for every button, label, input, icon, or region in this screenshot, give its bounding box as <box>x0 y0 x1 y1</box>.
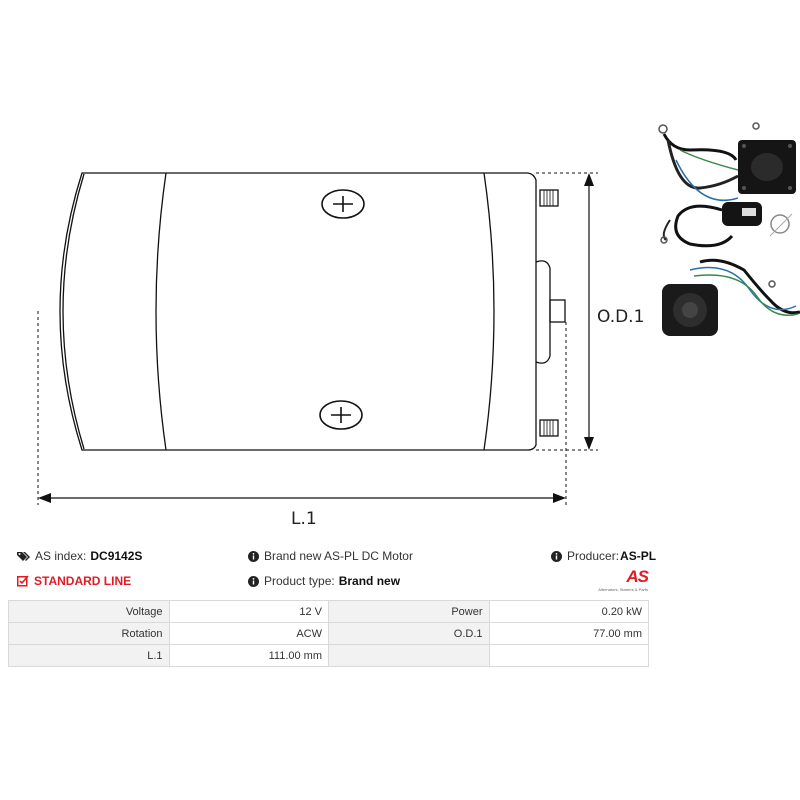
producer-label: Producer: <box>567 549 620 563</box>
od-dimension-arrow <box>584 173 594 450</box>
spec-value: 111.00 mm <box>169 645 328 667</box>
brand-tagline: Alternators, Starters & Parts <box>598 587 648 592</box>
spec-value: ACW <box>169 623 328 645</box>
product-photo-top <box>659 123 796 200</box>
product-type-label: Product type: <box>264 574 335 588</box>
spec-label: Power <box>329 601 489 623</box>
spec-label <box>329 645 489 667</box>
spec-table <box>8 600 649 667</box>
description-text: Brand new AS-PL DC Motor <box>264 549 413 563</box>
spec-label: Voltage <box>9 601 170 623</box>
producer <box>551 549 656 563</box>
brand-mark: AS <box>626 567 648 586</box>
length-label: L.1 <box>291 509 317 529</box>
spec-value: 77.00 mm <box>489 623 649 645</box>
brand-logo <box>588 567 648 592</box>
od-label: O.D.1 <box>597 307 645 327</box>
product-photo-bottom <box>662 260 800 336</box>
as-index-value: DC9142S <box>90 549 143 563</box>
spec-value: 0.20 kW <box>489 601 649 623</box>
standard-line-label: STANDARD LINE <box>34 574 132 588</box>
spec-value <box>489 645 649 667</box>
table-row <box>9 601 649 623</box>
length-dimension-arrow <box>38 493 566 503</box>
product-type-value: Brand new <box>338 574 401 588</box>
spec-value: 12 V <box>169 601 328 623</box>
as-index-label: AS index: <box>35 549 87 563</box>
spec-label: O.D.1 <box>329 623 489 645</box>
table-row <box>9 645 649 667</box>
plus-icon <box>322 190 364 218</box>
info-icon <box>551 551 562 562</box>
terminal-threads <box>544 190 553 436</box>
spec-label: L.1 <box>9 645 170 667</box>
dimension-guides <box>38 173 598 505</box>
motor-body <box>60 173 565 450</box>
spec-label: Rotation <box>9 623 170 645</box>
plus-icon <box>320 401 362 429</box>
info-icon <box>248 576 259 587</box>
checkbox-icon <box>17 575 29 587</box>
table-row <box>9 623 649 645</box>
product-description <box>248 549 413 563</box>
standard-line <box>17 574 131 588</box>
product-photo-middle <box>661 202 792 246</box>
producer-value: AS-PL <box>620 549 657 563</box>
info-icon <box>248 551 259 562</box>
product-type <box>248 574 400 588</box>
tags-icon <box>17 551 30 562</box>
as-index <box>17 549 142 563</box>
